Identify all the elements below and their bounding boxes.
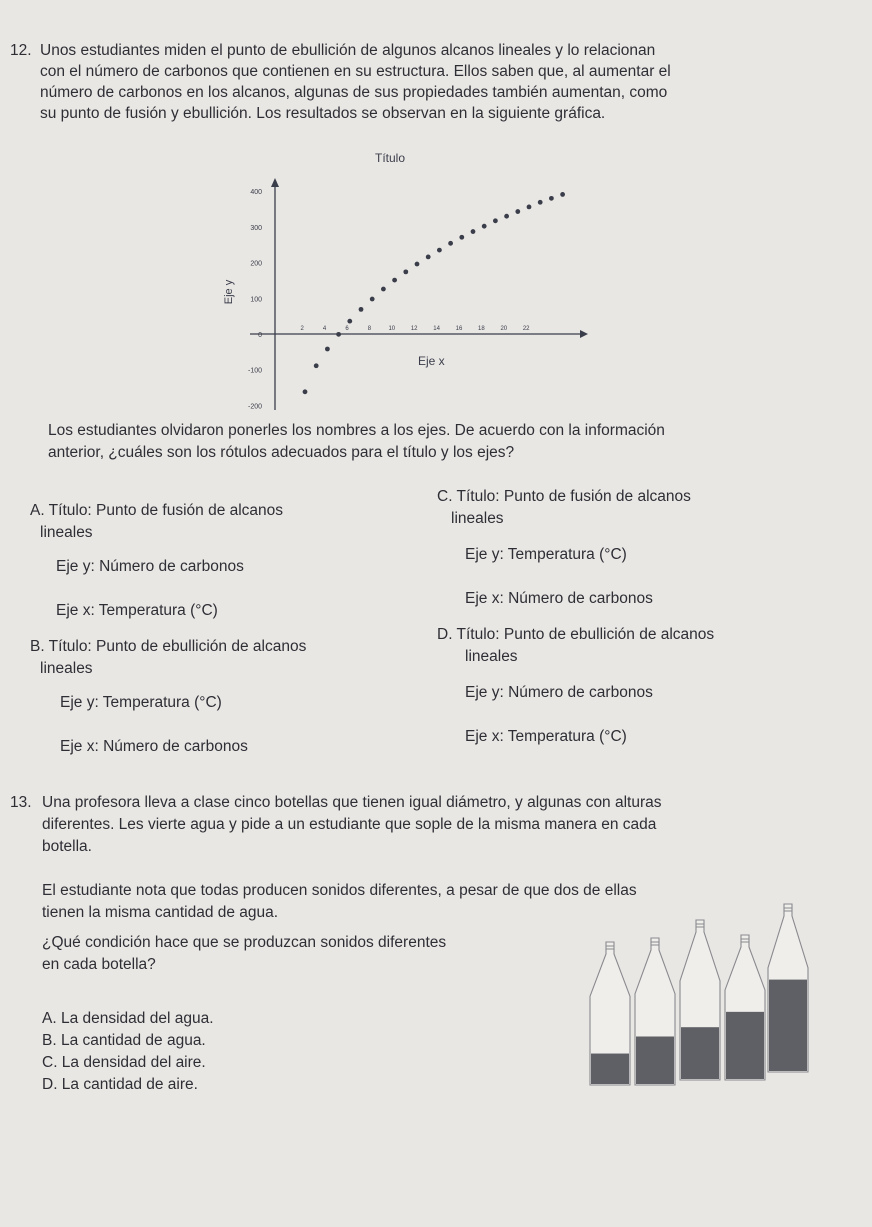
x-tick-label: 20: [500, 326, 508, 332]
q13-option-c[interactable]: C. La densidad del aire.: [42, 1054, 206, 1071]
data-point: [538, 200, 543, 205]
y-tick-label: 400: [250, 189, 262, 197]
q13-prompt-line-2: en cada botella?: [42, 956, 156, 973]
x-axis-arrow: [580, 330, 588, 338]
x-tick-labels: [301, 326, 531, 332]
q13-obs-line-2: tienen la misma cantidad de agua.: [42, 904, 279, 921]
data-point: [392, 278, 397, 283]
bottle: [590, 942, 630, 1085]
q12-prompt-line-2: anterior, ¿cuáles son los rótulos adecuados para el título y los ejes?: [48, 444, 515, 461]
data-point: [448, 241, 453, 246]
question-13-prompt: [42, 932, 446, 976]
option-b[interactable]: [30, 636, 306, 758]
option-b-eje-y: Eje y: Temperatura (°C): [60, 694, 222, 711]
y-tick-label: -200: [247, 403, 262, 411]
x-tick-label: 22: [522, 326, 530, 332]
data-point: [426, 254, 431, 259]
data-point: [415, 262, 420, 267]
scatter-chart: [180, 140, 600, 430]
question-13-observation: [42, 880, 637, 924]
bottle: [635, 938, 675, 1085]
q13-obs-line-1: El estudiante nota que todas producen sonidos diferentes, a pesar de que dos de ellas: [42, 882, 637, 899]
bottle-water: [681, 1027, 719, 1079]
q13-option-a[interactable]: A. La densidad del agua.: [42, 1010, 214, 1027]
option-b-title-cont: lineales: [40, 660, 93, 677]
data-point: [325, 347, 330, 352]
data-point: [314, 363, 319, 368]
y-tick-label: 0: [258, 332, 262, 339]
q12-line-3: número de carbonos en los alcanos, algunas de sus propiedades también aumentan, como: [40, 84, 668, 101]
data-point: [381, 287, 386, 292]
option-a-title: A. Título: Punto de fusión de alcanos: [30, 502, 284, 519]
q12-prompt-line-1: Los estudiantes olvidaron ponerles los nombres a los ejes. De acuerdo con la información: [48, 422, 665, 439]
data-point: [527, 205, 532, 210]
option-a-eje-x: Eje x: Temperatura (°C): [56, 602, 218, 619]
q13-line-1: Una profesora lleva a clase cinco botellas que tienen igual diámetro, y algunas con alturas: [42, 794, 662, 811]
y-axis-label: Eje y: [223, 279, 235, 305]
data-point: [359, 307, 364, 312]
data-point: [336, 332, 341, 337]
x-tick-label: 4: [322, 326, 327, 332]
data-point: [403, 269, 408, 274]
data-point: [493, 218, 498, 223]
y-tick-labels: [248, 189, 262, 410]
bottle-water: [769, 980, 807, 1071]
option-b-eje-x: Eje x: Número de carbonos: [60, 738, 248, 755]
option-c-eje-y: Eje y: Temperatura (°C): [465, 546, 627, 563]
q12-line-4: su punto de fusión y ebullición. Los resultados se observan en la siguiente gráfica.: [40, 105, 606, 122]
data-point: [549, 196, 554, 201]
question-12-prompt: [48, 420, 665, 464]
option-d-title-cont: lineales: [465, 648, 518, 665]
q13-option-b[interactable]: B. La cantidad de agua.: [42, 1032, 206, 1049]
x-tick-label: 2: [300, 326, 304, 332]
data-point: [504, 214, 509, 219]
option-c-title: C. Título: Punto de fusión de alcanos: [437, 488, 691, 505]
data-point: [482, 224, 487, 229]
question-12-number: 12.: [10, 42, 32, 59]
option-c-title-cont: lineales: [451, 510, 504, 527]
data-point: [471, 229, 476, 234]
q13-line-3: botella.: [42, 838, 92, 855]
q13-option-d[interactable]: D. La cantidad de aire.: [42, 1076, 198, 1093]
x-tick-label: 10: [388, 326, 396, 332]
x-tick-label: 8: [367, 326, 372, 332]
y-tick-label: -100: [247, 367, 262, 375]
option-a[interactable]: [30, 500, 283, 622]
bottle: [725, 935, 765, 1080]
question-13-options: [42, 1008, 214, 1096]
x-axis-label: Eje x: [418, 354, 445, 368]
question-12-text: [40, 40, 671, 124]
data-point: [370, 297, 375, 302]
chart-axes: [247, 178, 588, 411]
q12-line-1: Unos estudiantes miden el punto de ebullición de algunos alcanos lineales y lo relacionan: [40, 42, 656, 59]
y-tick-label: 100: [250, 296, 262, 304]
bottle: [768, 904, 808, 1072]
x-tick-label: 16: [455, 326, 463, 332]
x-tick-label: 12: [410, 326, 418, 332]
option-b-title: B. Título: Punto de ebullición de alcanos: [30, 638, 307, 655]
option-a-title-cont: lineales: [40, 524, 93, 541]
q13-line-2: diferentes. Les vierte agua y pide a un estudiante que sople de la misma manera en cada: [42, 816, 657, 833]
bottle: [680, 920, 720, 1080]
data-point: [459, 235, 464, 240]
option-c-eje-x: Eje x: Número de carbonos: [465, 590, 653, 607]
option-c[interactable]: [437, 486, 691, 610]
x-tick-label: 18: [478, 326, 485, 332]
q13-prompt-line-1: ¿Qué condición hace que se produzcan sonidos diferentes: [42, 934, 447, 951]
chart-title: Título: [374, 151, 406, 165]
data-point: [515, 209, 520, 214]
option-a-eje-y: Eje y: Número de carbonos: [56, 558, 244, 575]
bottle-water: [636, 1036, 674, 1084]
bottle-water: [726, 1012, 764, 1079]
question-13-text: [42, 792, 662, 858]
data-point: [347, 319, 352, 324]
y-axis-arrow: [271, 178, 279, 187]
data-point: [560, 192, 565, 197]
data-point: [437, 248, 442, 253]
data-point: [303, 389, 308, 394]
x-tick-label: 14: [433, 326, 440, 332]
option-d-eje-x: Eje x: Temperatura (°C): [465, 728, 627, 745]
y-tick-label: 300: [250, 224, 262, 232]
question-13-number: 13.: [10, 794, 32, 811]
q12-line-2: con el número de carbonos que contienen en su estructura. Ellos saben que, al aumentar el: [40, 63, 671, 80]
x-tick-label: 6: [345, 326, 349, 332]
option-d-title: D. Título: Punto de ebullición de alcanos: [437, 626, 715, 643]
option-d[interactable]: [437, 624, 714, 748]
bottles-illustration: [585, 890, 810, 1090]
option-d-eje-y: Eje y: Número de carbonos: [465, 684, 653, 701]
y-tick-label: 200: [250, 260, 262, 268]
bottle-water: [591, 1054, 629, 1084]
